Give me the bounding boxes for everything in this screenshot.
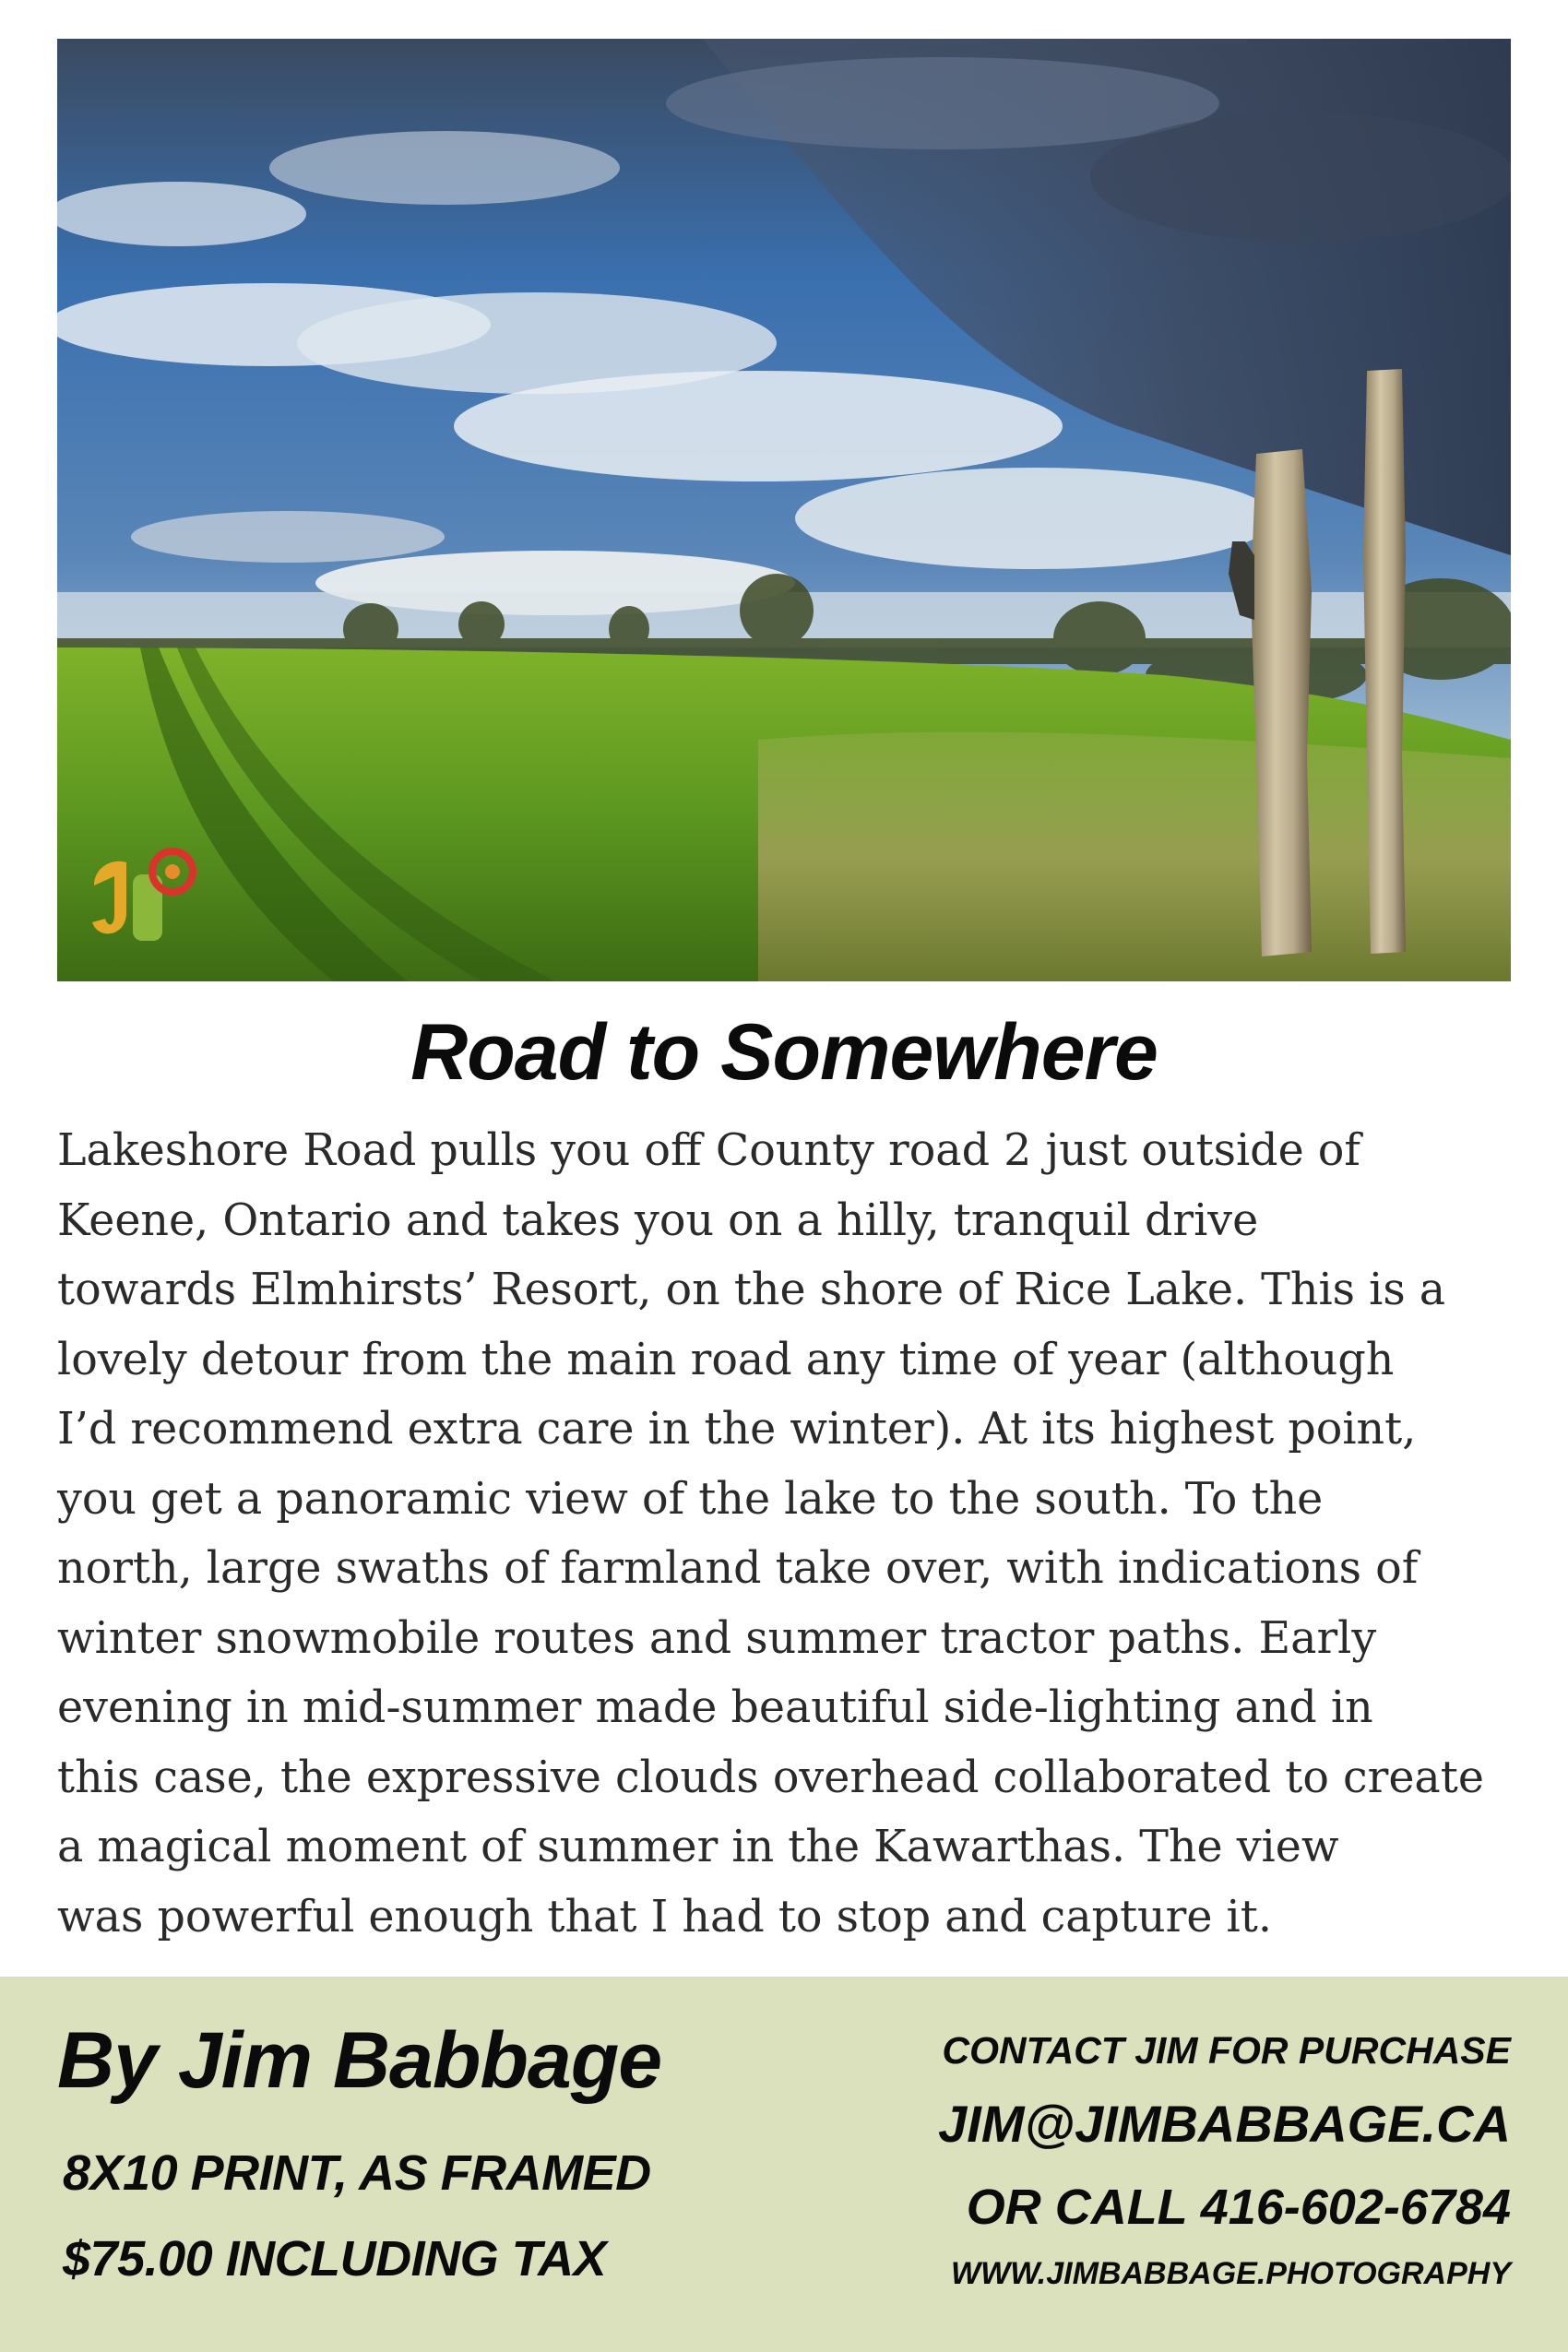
artwork-title: Road to Somewhere [410,1008,1158,1097]
description-line: this case, the expressive clouds overhead collaborated to create [57,1752,1484,1803]
print-price: $75.00 INCLUDING TAX [63,2231,607,2287]
author-name: By Jim Babbage [57,2016,662,2105]
description-line: I’d recommend extra care in the winter). At its highest point, [57,1404,1417,1455]
description-line: north, large swaths of farmland take over, with indications of [57,1543,1419,1594]
description-line: was powerful enough that I had to stop and capture it. [57,1891,1272,1942]
description-line: you get a panoramic view of the lake to the south. To the [57,1473,1324,1525]
print-size: 8X10 PRINT, AS FRAMED [63,2145,651,2201]
contact-email[interactable]: JIM@JIMBABBAGE.CA [938,2095,1511,2153]
artwork-description [57,1116,1524,1952]
description-line: winter snowmobile routes and summer tractor paths. Early [57,1612,1377,1664]
description-line: lovely detour from the main road any time of year (although [57,1334,1395,1385]
contact-heading: CONTACT JIM FOR PURCHASE [942,2029,1511,2072]
description-line: Keene, Ontario and takes you on a hilly, tranquil drive [57,1194,1259,1246]
website-link[interactable]: WWW.JIMBABBAGE.PHOTOGRAPHY [951,2256,1511,2291]
contact-phone[interactable]: OR CALL 416-602-6784 [966,2180,1511,2235]
description-line: a magical moment of summer in the Kawarthas. The view [57,1822,1339,1872]
landscape-photo [57,39,1511,981]
description-line: towards Elmhirsts’ Resort, on the shore of Rice Lake. This is a [57,1265,1446,1315]
description-line: Lakeshore Road pulls you off County road 2 just outside of [57,1125,1360,1176]
description-line: evening in mid-summer made beautiful side-lighting and in [57,1682,1373,1733]
